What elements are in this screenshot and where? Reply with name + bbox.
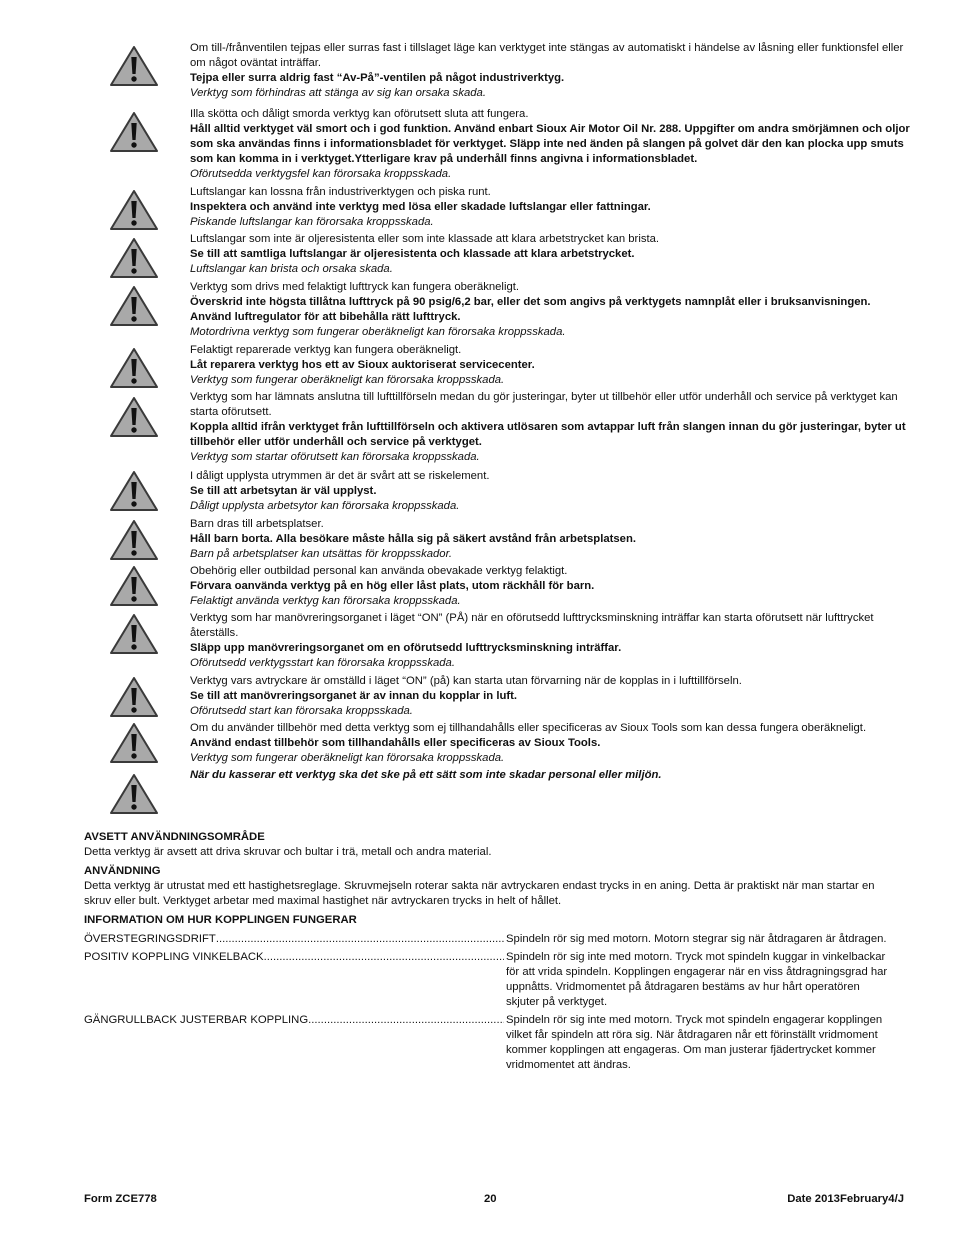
intended-use-heading: AVSETT ANVÄNDNINGSOMRÅDE xyxy=(84,831,265,843)
warning-instruction: Överskrid inte högsta tillåtna lufttryck på 90 psig/6,2 bar, eller det som angivs på verktygets namnplåt eller i bruksanvisningen. Använd luftregulator för att bibehålla rätt lufttryck. xyxy=(190,296,871,323)
warning-consequence: Felaktigt använda verktyg kan förorsaka kroppsskada. xyxy=(190,595,461,607)
warning-item xyxy=(190,232,910,280)
warning-triangle-icon xyxy=(109,284,159,328)
dot-leader xyxy=(216,932,504,947)
warning-triangle-icon xyxy=(109,675,159,719)
warning-text: I dåligt upplysta utrymmen är det är svårt att se riskelement. xyxy=(190,470,490,482)
warning-instruction: Släpp upp manövreringsorganet om en oförutsedd lufttrycksminskning inträffar. xyxy=(190,642,622,654)
clutch-row xyxy=(84,932,894,947)
warning-triangle-icon xyxy=(109,612,159,656)
warning-text: Verktyg vars avtryckare är omställd i läget “ON” (på) kan starta utan förvarning när de kopplas in i lufttillförseln. xyxy=(190,675,742,687)
warning-item xyxy=(190,721,910,768)
warning-text: Illa skötta och dåligt smorda verktyg kan oförutsett sluta att fungera. xyxy=(190,108,529,120)
warning-instruction: Koppla alltid ifrån verktyget från lufttillförseln och aktivera utlösaren som avtappar luft från slangen innan du gör justeringar, byter ut tillbehör eller utför underhåll och service på verktyget. xyxy=(190,421,906,448)
warning-text: Obehörig eller outbildad personal kan använda obevakade verktyg felaktigt. xyxy=(190,565,568,577)
warning-consequence: Dåligt upplysta arbetsytor kan förorsaka kroppsskada. xyxy=(190,500,460,512)
clutch-term-label: GÄNGRULLBACK JUSTERBAR KOPPLING xyxy=(84,1014,309,1026)
warning-triangle-icon xyxy=(109,188,159,232)
usage-heading: ANVÄNDNING xyxy=(84,865,161,877)
clutch-heading: INFORMATION OM HUR KOPPLINGEN FUNGERAR xyxy=(84,914,357,926)
warning-item xyxy=(190,768,910,783)
clutch-description: Spindeln rör sig med motorn. Motorn stegrar sig när åtdragaren är åtdragen. xyxy=(506,933,887,945)
safety-warnings-list xyxy=(190,41,910,783)
warning-item xyxy=(190,390,910,469)
info-sections xyxy=(84,826,894,1076)
clutch-row xyxy=(84,950,894,1010)
warning-triangle-icon xyxy=(109,346,159,390)
warning-triangle-icon xyxy=(109,518,159,562)
warning-text: Verktyg som drivs med felaktigt lufttryck kan fungera oberäkneligt. xyxy=(190,281,520,293)
warning-instruction: Håll barn borta. Alla besökare måste hålla sig på säkert avstånd från arbetsplatsen. xyxy=(190,533,636,545)
warning-consequence: Piskande luftslangar kan förorsaka kroppsskada. xyxy=(190,216,434,228)
warning-instruction: Låt reparera verktyg hos ett av Sioux auktoriserat servicecenter. xyxy=(190,359,535,371)
clutch-term xyxy=(84,1013,504,1073)
dot-leader xyxy=(308,1013,504,1073)
clutch-term xyxy=(84,932,504,947)
warning-consequence: Verktyg som fungerar oberäkneligt kan förorsaka kroppsskada. xyxy=(190,752,505,764)
warning-text: Om till-/frånventilen tejpas eller surras fast i tillslaget läge kan verktyget inte stängas av automatiskt i händelse av låsning eller funktionsfel eller om något oväntat inträffar. xyxy=(190,42,904,69)
warning-item xyxy=(190,41,910,107)
warning-consequence: Verktyg som startar oförutsett kan förorsaka kroppsskada. xyxy=(190,451,480,463)
warning-triangle-icon xyxy=(109,44,159,88)
warning-consequence: Oförutsedd verktygsstart kan förorsaka kroppsskada. xyxy=(190,657,455,669)
warning-instruction: Tejpa eller surra aldrig fast “Av-På”-ventilen på något industriverktyg. xyxy=(190,72,565,84)
warning-consequence: Verktyg som fungerar oberäkneligt kan förorsaka kroppsskada. xyxy=(190,374,505,386)
warning-instruction: Se till att samtliga luftslangar är oljeresistenta och klassade att klara arbetstrycket. xyxy=(190,248,635,260)
warning-consequence: Motordrivna verktyg som fungerar oberäkneligt kan förorsaka kroppsskada. xyxy=(190,326,566,338)
warning-text: Verktyg som har lämnats anslutna till lufttillförseln medan du gör justeringar, byter ut tillbehör eller utför underhåll och service på verktyget kan starta oförutsett. xyxy=(190,391,898,418)
warning-text: Luftslangar kan lossna från industriverktygen och piska runt. xyxy=(190,186,491,198)
warning-triangle-icon xyxy=(109,395,159,439)
warning-triangle-icon xyxy=(109,564,159,608)
warning-triangle-icon xyxy=(109,772,159,816)
page-number: 20 xyxy=(484,1193,497,1205)
warning-instruction: Förvara oanvända verktyg på en hög eller låst plats, utom räckhåll för barn. xyxy=(190,580,595,592)
warning-item xyxy=(190,280,910,343)
clutch-term xyxy=(84,950,504,1010)
warning-text: Verktyg som har manövreringsorganet i läget “ON” (PÅ) när en oförutsedd lufttrycksminskning inträffar kan starta oförutsett när lufttrycket återställs. xyxy=(190,612,874,639)
form-number: Form ZCE778 xyxy=(84,1193,157,1205)
warning-instruction: Inspektera och använd inte verktyg med lösa eller skadade luftslangar eller fattningar. xyxy=(190,201,651,213)
warning-item xyxy=(190,517,910,564)
document-date: Date 2013February4/J xyxy=(787,1193,904,1205)
warning-instruction: Se till att manövreringsorganet är av innan du kopplar in luft. xyxy=(190,690,518,702)
intended-use-text: Detta verktyg är avsett att driva skruvar och bultar i trä, metall och andra material. xyxy=(84,846,492,858)
clutch-term-label: ÖVERSTEGRINGSDRIFT xyxy=(84,933,216,945)
clutch-term-label: POSITIV KOPPLING VINKELBACK xyxy=(84,951,264,963)
warning-instruction: Använd endast tillbehör som tillhandahålls eller specificeras av Sioux Tools. xyxy=(190,737,601,749)
usage-text: Detta verktyg är utrustat med ett hastighetsreglage. Skruvmejseln roterar sakta när avtryckaren endast trycks in en aning. Detta är praktiskt när man startar en skruv eller bult. Verktyget arbetar med maximal hastighet när avtryckaren trycks in helt of hållet. xyxy=(84,880,875,907)
warning-item xyxy=(190,107,910,185)
warning-consequence: Luftslangar kan brista och orsaka skada. xyxy=(190,263,393,275)
warning-item xyxy=(190,469,910,517)
warning-triangle-icon xyxy=(109,236,159,280)
warning-triangle-icon xyxy=(109,110,159,154)
warning-consequence: Oförutsedd start kan förorsaka kroppsskada. xyxy=(190,705,413,717)
warning-text: Barn dras till arbetsplatser. xyxy=(190,518,324,530)
warning-instruction: Håll alltid verktyget väl smort och i god funktion. Använd enbart Sioux Air Motor Oil Nr. 288. Uppgifter om andra smörjämnen och oljor som ska användas finns i informationsbladet för verktyget. Släpp inte ned änden på slangen på golvet där den kan plocka upp smuts som kan komma in i verktyget.Ytterligare krav på underhåll finns angivna i informationsbladet. xyxy=(190,123,910,165)
warning-consequence: Oförutsedda verktygsfel kan förorsaka kroppsskada. xyxy=(190,168,452,180)
warning-instruction: När du kasserar ett verktyg ska det ske på ett sätt som inte skadar personal eller miljön. xyxy=(190,769,662,781)
warning-consequence: Verktyg som förhindras att stänga av sig kan orsaka skada. xyxy=(190,87,486,99)
warning-triangle-icon xyxy=(109,721,159,765)
warning-instruction: Se till att arbetsytan är väl upplyst. xyxy=(190,485,377,497)
warning-item xyxy=(190,185,910,232)
clutch-description: Spindeln rör sig inte med motorn. Tryck mot spindeln kuggar in vinkelbackar för att vrida spindeln. Kopplingen engagerar när en viss åtdragningsgrad har uppnåtts. Vridmomentet på åtdragaren bestäms av hur hårt operatören skjuter på verktyget. xyxy=(506,951,888,1008)
warning-text: Om du använder tillbehör med detta verktyg som ej tillhandahålls eller specificeras av Sioux Tools som kan dessa fungera oberäkneligt. xyxy=(190,722,867,734)
clutch-description: Spindeln rör sig inte med motorn. Tryck mot spindeln engagerar kopplingen vilket får spindeln att röra sig. När åtdragaren når ett förinställt vridmoment kommer kopplingen att engageras. Om man justerar fjädertrycket kommer vridmomentet att ändras. xyxy=(506,1014,883,1071)
dot-leader xyxy=(264,950,504,1010)
warning-item xyxy=(190,564,910,611)
warning-item xyxy=(190,674,910,721)
warning-text: Luftslangar som inte är oljeresistenta eller som inte klassade att klara arbetstrycket kan brista. xyxy=(190,233,660,245)
clutch-row xyxy=(84,1013,894,1073)
warning-consequence: Barn på arbetsplatser kan utsättas för kroppsskador. xyxy=(190,548,453,560)
warning-item xyxy=(190,611,910,674)
warning-item xyxy=(190,343,910,390)
warning-text: Felaktigt reparerade verktyg kan fungera oberäkneligt. xyxy=(190,344,462,356)
warning-triangle-icon xyxy=(109,469,159,513)
